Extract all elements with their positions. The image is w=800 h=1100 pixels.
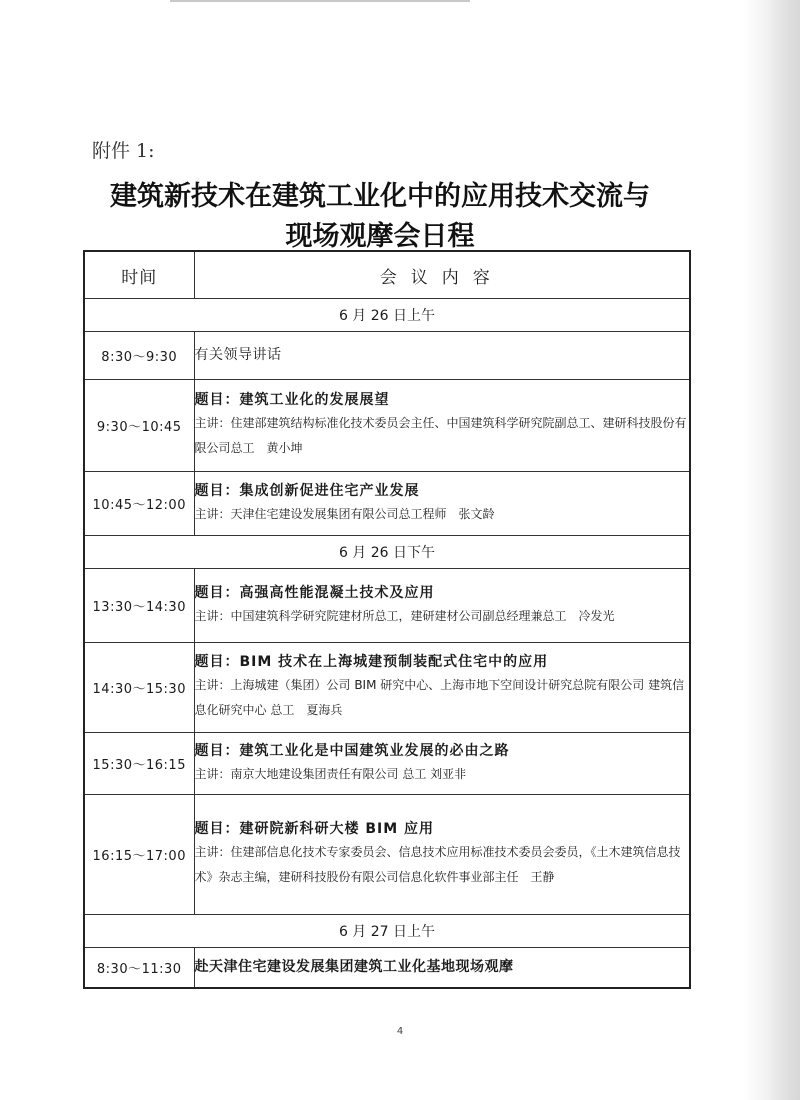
header-content: 会议内容: [194, 251, 690, 299]
day-row: 6 月 26 日下午: [84, 536, 690, 569]
time-cell: 13:30～14:30: [84, 569, 194, 643]
time-cell: 8:30～9:30: [84, 332, 194, 380]
day-row: 6 月 27 日上午: [84, 915, 690, 948]
table-row: [84, 472, 690, 536]
time-cell: 10:45～12:00: [84, 472, 194, 536]
speaker-info: 主讲：住建部信息化技术专家委员会、信息技术应用标准技术委员会委员，《土木建筑信息技术》杂志主编，建研科技股份有限公司信息化软件事业部主任 王静: [194, 845, 681, 884]
time-cell: 8:30～11:30: [84, 948, 194, 988]
speaker-info: 主讲：上海城建（集团）公司 BIM 研究中心、上海市地下空间设计研究总院有限公司 建筑信息化研究中心 总工 夏海兵: [194, 678, 685, 717]
table-row: [84, 948, 690, 988]
agenda-text: 赴天津住宅建设发展集团建筑工业化基地现场观摩: [194, 958, 514, 975]
speaker-info: 主讲：住建部建筑结构标准化技术委员会主任、中国建筑科学研究院副总工、建研科技股份有限公司总工 黄小坤: [194, 416, 687, 455]
table-header-row: [84, 251, 690, 299]
topic-title: 题目：BIM 技术在上海城建预制装配式住宅中的应用: [194, 654, 549, 670]
speaker-info: 主讲：天津住宅建设发展集团有限公司总工程师 张文龄: [194, 506, 495, 521]
topic-title: 题目：集成创新促进住宅产业发展: [194, 482, 420, 499]
scan-top-mark: [170, 0, 470, 2]
agenda-text: 有关领导讲话: [194, 347, 282, 363]
table-row: [84, 569, 690, 643]
header-time: 时间: [84, 251, 194, 299]
scan-right-edge-shadow: [768, 0, 800, 1100]
document-title-line-1: 建筑新技术在建筑工业化中的应用技术交流与: [110, 181, 650, 212]
topic-title: 题目：建研院新科研大楼 BIM 应用: [194, 821, 435, 837]
day-row: 6 月 26 日上午: [84, 299, 690, 332]
page-number: 4: [396, 1026, 404, 1037]
topic-title: 题目：建筑工业化是中国建筑业发展的必由之路: [194, 742, 510, 759]
table-row: [84, 332, 690, 380]
time-cell: 15:30～16:15: [84, 733, 194, 795]
table-row: [84, 643, 690, 733]
time-cell: 16:15～17:00: [84, 795, 194, 915]
schedule-table: [83, 250, 691, 989]
time-cell: 14:30～15:30: [84, 643, 194, 733]
topic-title: 题目：建筑工业化的发展展望: [194, 392, 390, 408]
table-row: [84, 380, 690, 472]
document-title-line-2: 现场观摩会日程: [285, 221, 475, 252]
table-row: [84, 795, 690, 915]
attachment-label: 附件 1:: [92, 140, 155, 162]
speaker-info: 主讲：中国建筑科学研究院建材所总工，建研建材公司副总经理兼总工 冷发光: [194, 608, 615, 623]
speaker-info: 主讲：南京大地建设集团责任有限公司 总工 刘亚非: [194, 766, 467, 781]
table-row: [84, 733, 690, 795]
time-cell: 9:30～10:45: [84, 380, 194, 472]
topic-title: 题目：高强高性能混凝土技术及应用: [194, 584, 435, 601]
